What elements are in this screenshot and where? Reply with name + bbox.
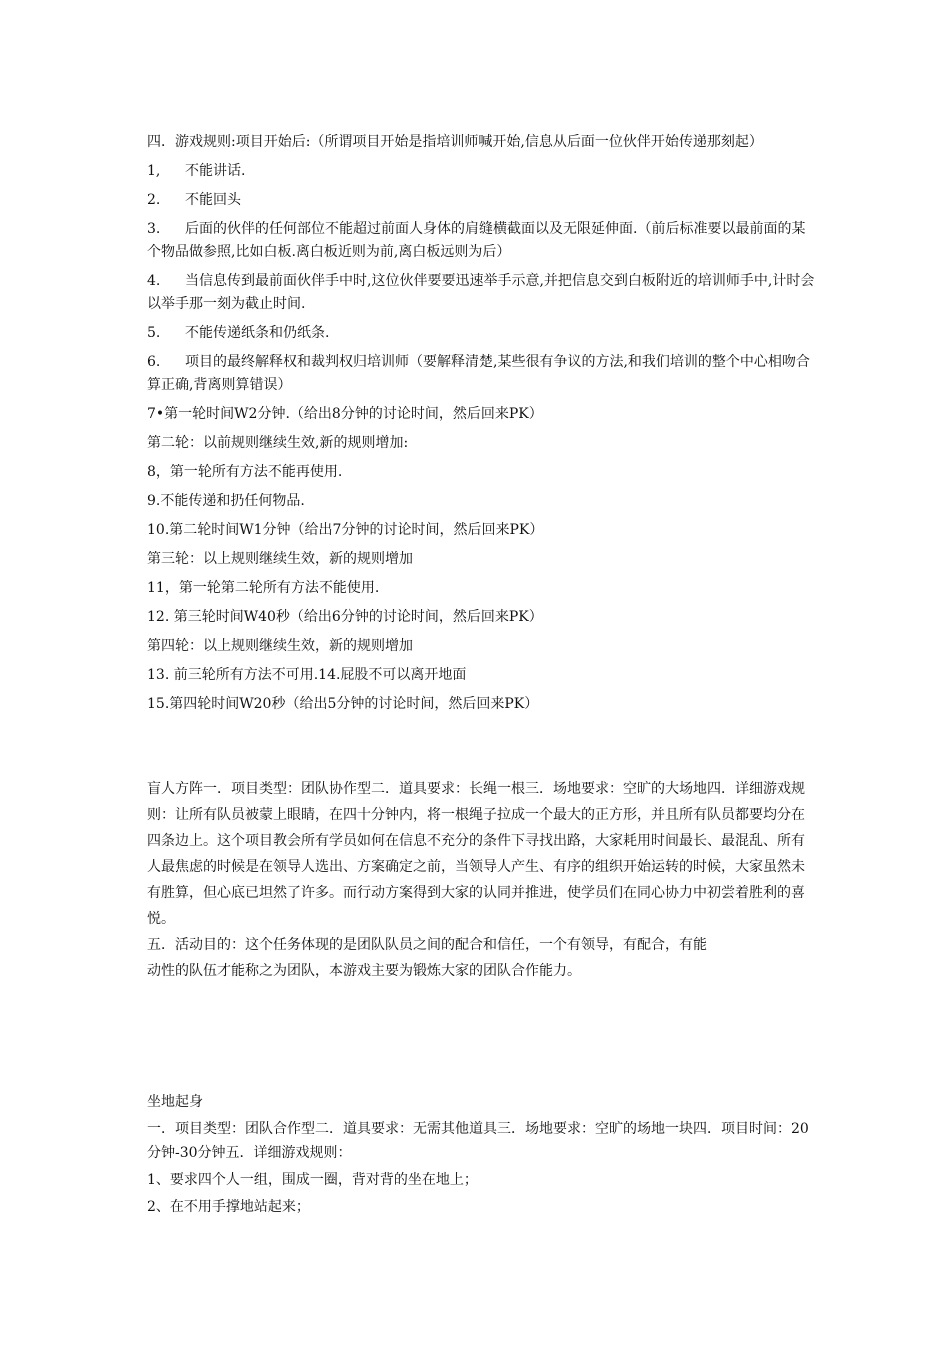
- rule-line: 15.第四轮时间W20秒（给出5分钟的讨论时间，然后回来PK）: [147, 696, 539, 712]
- rule-item: [147, 351, 815, 397]
- section-title: 坐地起身: [147, 1094, 203, 1110]
- rule-item: [147, 270, 815, 316]
- rule-text: 不能回头: [185, 192, 241, 208]
- rule-line: 7•第一轮时间W2分钟.（给出8分钟的讨论时间，然后回来PK）: [147, 406, 543, 422]
- rules-section: [147, 131, 815, 722]
- rule-text: 后面的伙伴的任何部位不能超过前面人身体的肩缝横截面以及无限延伸面.（前后标准要以最前面的某个物品做参照,比如白板.离白板近则为前,离白板远则为后）: [147, 221, 806, 260]
- sit-stand-line: 1、要求四个人一组，围成一圈，背对背的坐在地上；: [147, 1172, 478, 1188]
- purpose-line: 五．活动目的：这个任务体现的是团队队员之间的配合和信任，一个有领导，有配合，有能: [147, 937, 707, 953]
- rule-number: 5.: [147, 325, 161, 341]
- rule-item: [147, 218, 815, 264]
- round-heading: 第二轮：以前规则继续生效,新的规则增加:: [147, 435, 409, 451]
- sit-stand-line: 2、在不用手撑地站起来；: [147, 1199, 310, 1215]
- rule-item: [147, 322, 815, 345]
- rule-text: 不能传递纸条和仍纸条.: [185, 325, 330, 341]
- rule-item: [147, 189, 815, 212]
- round-heading: 第三轮：以上规则继续生效，新的规则增加: [147, 551, 413, 567]
- rule-text: 不能讲话.: [185, 163, 246, 179]
- rule-item: [147, 160, 815, 183]
- blind-square-paragraph: 盲人方阵一．项目类型：团队协作型二．道具要求：长绳一根三．场地要求：空旷的大场地四．详细游戏规则：让所有队员被蒙上眼睛，在四十分钟内，将一根绳子拉成一个最大的正方形，并且所有队员都要均分在四条边上。这个项目教会所有学员如何在信息不充分的条件下寻找出路，大家耗用时间最长、最混乱、所有人最焦虑的时候是在领导人选出、方案确定之前，当领导人产生、有序的组织开始运转的时候，大家虽然未有胜算，但心底已坦然了许多。而行动方案得到大家的认同并推进，使学员们在同心协力中初尝着胜利的喜悦。: [147, 781, 805, 927]
- rule-number: 3.: [147, 221, 161, 237]
- rule-number: 1,: [147, 163, 161, 179]
- rule-line: 13. 前三轮所有方法不可用.14.屁股不可以离开地面: [147, 667, 467, 683]
- round-heading: 第四轮：以上规则继续生效，新的规则增加: [147, 638, 413, 654]
- rule-text: 项目的最终解释权和裁判权归培训师（要解释清楚,某些很有争议的方法,和我们培训的整个中心相吻合算正确,背离则算错误）: [147, 354, 810, 393]
- rule-text: 当信息传到最前面伙伴手中时,这位伙伴要要迅速举手示意,并把信息交到白板附近的培训师手中,计时会以举手那一刻为截止时间.: [147, 273, 815, 312]
- blind-square-section: [147, 776, 815, 984]
- rule-number: 2.: [147, 192, 161, 208]
- rule-line: 9.不能传递和扔任何物品.: [147, 493, 305, 509]
- purpose-line: 动性的队伍才能称之为团队，本游戏主要为锻炼大家的团队合作能力。: [147, 963, 581, 979]
- sit-stand-section: [147, 1090, 815, 1222]
- rule-number: 6.: [147, 354, 161, 370]
- rule-line: 8，第一轮所有方法不能再使用.: [147, 464, 343, 480]
- sit-stand-line: 一．项目类型：团队合作型二．道具要求：无需其他道具三．场地要求：空旷的场地一块四．项目时间：20分钟-30分钟五．详细游戏规则：: [147, 1121, 809, 1161]
- rules-intro: 四．游戏规则:项目开始后:（所谓项目开始是指培训师喊开始,信息从后面一位伙伴开始传递那刻起）: [147, 134, 763, 150]
- rule-line: 10.第二轮时间W1分钟（给出7分钟的讨论时间，然后回来PK）: [147, 522, 544, 538]
- rule-number: 4.: [147, 273, 161, 289]
- rule-line: 11，第一轮第二轮所有方法不能使用.: [147, 580, 380, 596]
- rule-line: 12. 第三轮时间W40秒（给出6分钟的讨论时间，然后回来PK）: [147, 609, 543, 625]
